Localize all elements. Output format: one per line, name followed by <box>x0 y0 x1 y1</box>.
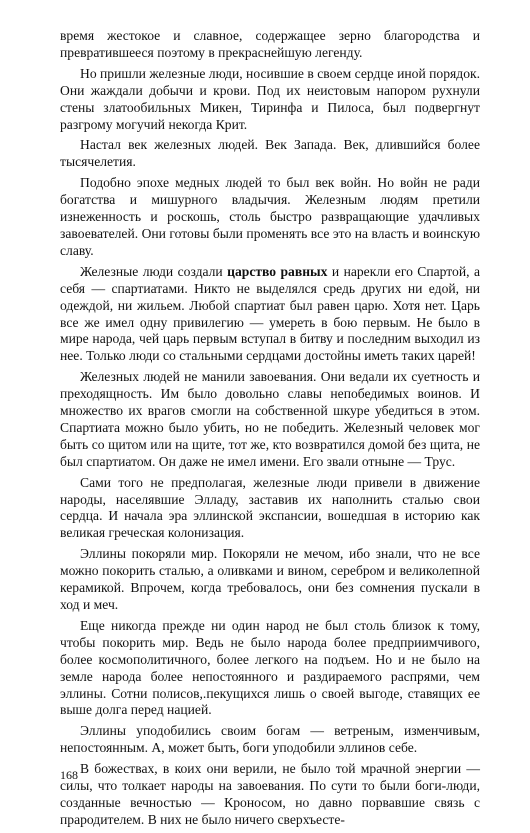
paragraph-1: время жестокое и славное, содержащее зерно благородства и превратившееся поэтому в прекраснейшую легенду. <box>60 28 480 60</box>
paragraph-9: Еще никогда прежде ни один народ не был столь близок к тому, чтобы покорить мир. Ведь не было народа более предприимчивого, более космополитичного, более легкого на подъем. Но и не было на земле народа более непостоянного и раздираемого распрями, чем эллины. Сотни полисов,.пекущихся лишь о своей выгоде, ставящих ее выше долга перед нацией. <box>60 617 480 718</box>
page-number: 168 <box>60 768 78 782</box>
paragraph-6: Железных людей не манили завоевания. Они ведали их суетность и преходящность. Им было довольно славы непобедимых воинов. И множество их врагов смогли на собственной шкуре убедиться в этом. Спартиата можно было убить, но не победить. Железный человек мог быть со щитом или на щите, тот же, кто возвратился домой без щита, не был спартиатом. Он даже не имел имени. Его звали отныне — Трус. <box>60 369 480 469</box>
bold-term: царство равных <box>227 263 328 279</box>
body-text <box>60 28 480 833</box>
paragraph-8: Эллины покоряли мир. Покоряли не мечом, ибо знали, что не все можно покорить сталью, а оливками и вином, серебром и великолепной керамикой. Впрочем, когда требовалось, они без сомнения пускали в ход и меч. <box>60 546 480 612</box>
paragraph-7: Сами того не предполагая, железные люди привели в движение народы, населявшие Элладу, заставив их наполнить сталью свои сердца. И начала эра эллинской экспансии, вошедшая в историю как великая греческая колонизация. <box>60 474 480 541</box>
paragraph-11: В божествах, в коих они верили, не было той мрачной энергии — силы, что толкает народы на завоевания. По сути то были боги-люди, созданные вечностью — Кроносом, но давно порвавшие связь с прародителем. В них не было ничего сверхъесте- <box>60 761 480 827</box>
paragraph-4: Подобно эпохе медных людей то был век войн. Но войн не ради богатства и мишурного владычия. Железным людям претили изнеженность и роскошь, столь быстро развращающие удачливых завоевателей. Они готовы были променять все это на власть и воинскую славу. <box>60 175 480 258</box>
paragraph-5-end: и нарекли его Спартой, а себя — спартиатами. Никто не выделялся средь других ни едой, ни одеждой, ни жильем. Любой спартиат был равен царю. Хотя нет. Царь все же имел одну привилегию — умереть в бою первым. Не было в мире народа, чей царь первым вступал в битву и последним выходил из нее. Только люди со стальными сердцами достойны иметь таких царей! <box>60 263 480 364</box>
paragraph-2: Но пришли железные люди, носившие в своем сердце иной порядок. Они жаждали добычи и крови. Под их неистовым напором рухнули стены златообильных Микен, Тиринфа и Пилоса, был подвергнут разгрому могучий некогда Крит. <box>60 65 480 132</box>
paragraph-10: Эллины уподобились своим богам — ветреным, изменчивым, непостоянным. А, может быть, боги уподобили эллинов себе. <box>60 723 480 756</box>
paragraph-5-start: Железные люди создали <box>80 263 228 279</box>
paragraph-5 <box>60 264 480 365</box>
paragraph-3: Настал век железных людей. Век Запада. Век, длившийся более тысячелетия. <box>60 137 480 170</box>
